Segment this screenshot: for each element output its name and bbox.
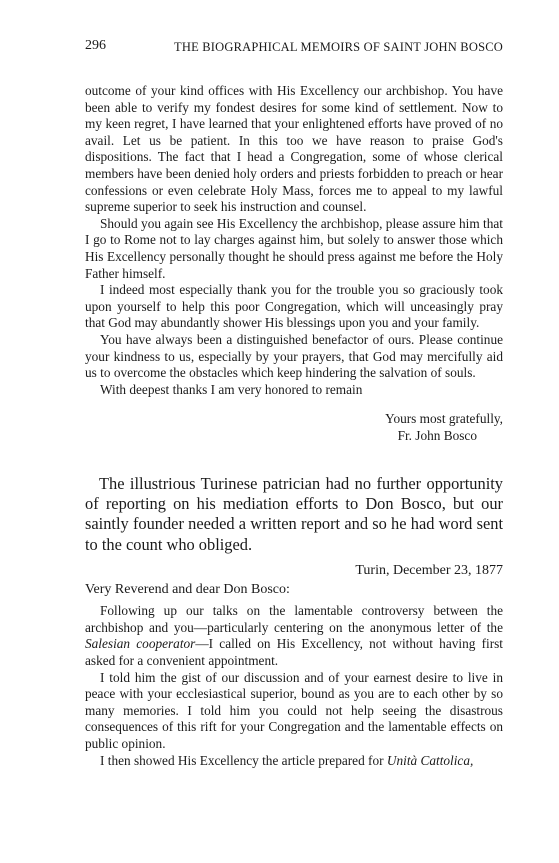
unita-cattolica-title: Unità Cattolica, [386, 752, 474, 768]
report-paragraph-1-text: Following up our talks on the lamentable controversy between the archbishop and you—particularly centering on the anonymous letter of the [85, 603, 503, 635]
letter-paragraph-1: outcome of your kind offices with His Excellency our archbishop. You have been able to verify my fondest desires for some kind of settlement. Now to my keen regret, I have learned that your enlightened efforts have proved of no avail. Let us be patient. In this too we have reason to praise God's dispositions. The fact that I head a Congregation, some of whose clerical members have been denied holy orders and priests forbidden to preach or hear confessions or even celebrate Holy Mass, forces me to appeal to my lawful supreme superior to seek his instruction and counsel. [85, 83, 503, 215]
running-head: THE BIOGRAPHICAL MEMOIRS OF SAINT JOHN BOSCO [174, 40, 503, 54]
letter-paragraph-3: I indeed most especially thank you for the trouble you so graciously took upon yourself to help this poor Congregation, which will unceasingly pray that God may abundantly shower His blessings upon you and your family. [85, 282, 503, 331]
report-paragraph-3 [85, 753, 503, 770]
narrative-paragraph: The illustrious Turinese patrician had no further opportunity of reporting on his mediation efforts to Don Bosco, but our saintly founder needed a written report and so he had word sent to the count who obliged. [85, 474, 503, 554]
report-paragraph-1-text-end: —I called on His Excellency, not without having first asked for a convenient appointment. [85, 636, 503, 668]
narrative-text [85, 474, 503, 555]
report-dateline: Turin, December 23, 1877 [355, 563, 503, 578]
report-salutation: Very Reverend and dear Don Bosco: [85, 581, 290, 597]
letter-signature: Fr. John Bosco [397, 427, 477, 443]
letter-closing: Yours most gratefully, [385, 411, 503, 427]
page-number: 296 [85, 38, 106, 53]
salesian-cooperator-title: Salesian cooperator [85, 636, 196, 652]
letter-text [85, 83, 503, 444]
report-paragraph-3-text: I then showed His Excellency the article prepared for [100, 752, 387, 768]
report-letter [85, 563, 503, 769]
letter-paragraph-4: You have always been a distinguished benefactor of ours. Please continue your kindness to us, especially by your prayers, that God may mercifully aid us to overcome the obstacles which keep hindering the salvation of souls. [85, 331, 503, 381]
report-paragraph-2: I told him the gist of our discussion and of your earnest desire to live in peace with your ecclesiastical superior, bound as you are to each other by so many memories. I told him you could not help seeing the disastrous consequences of this rift for your Congregation and the lamentable effects on public opinion. [85, 669, 503, 751]
report-paragraph-1 [85, 603, 503, 669]
letter-paragraph-2: Should you again see His Excellency the archbishop, please assure him that I go to Rome not to lay charges against him, but solely to answer those which His Excellency personally thought he should press against me before the Holy Father himself. [85, 215, 503, 281]
letter-paragraph-5: With deepest thanks I am very honored to remain [100, 381, 363, 397]
